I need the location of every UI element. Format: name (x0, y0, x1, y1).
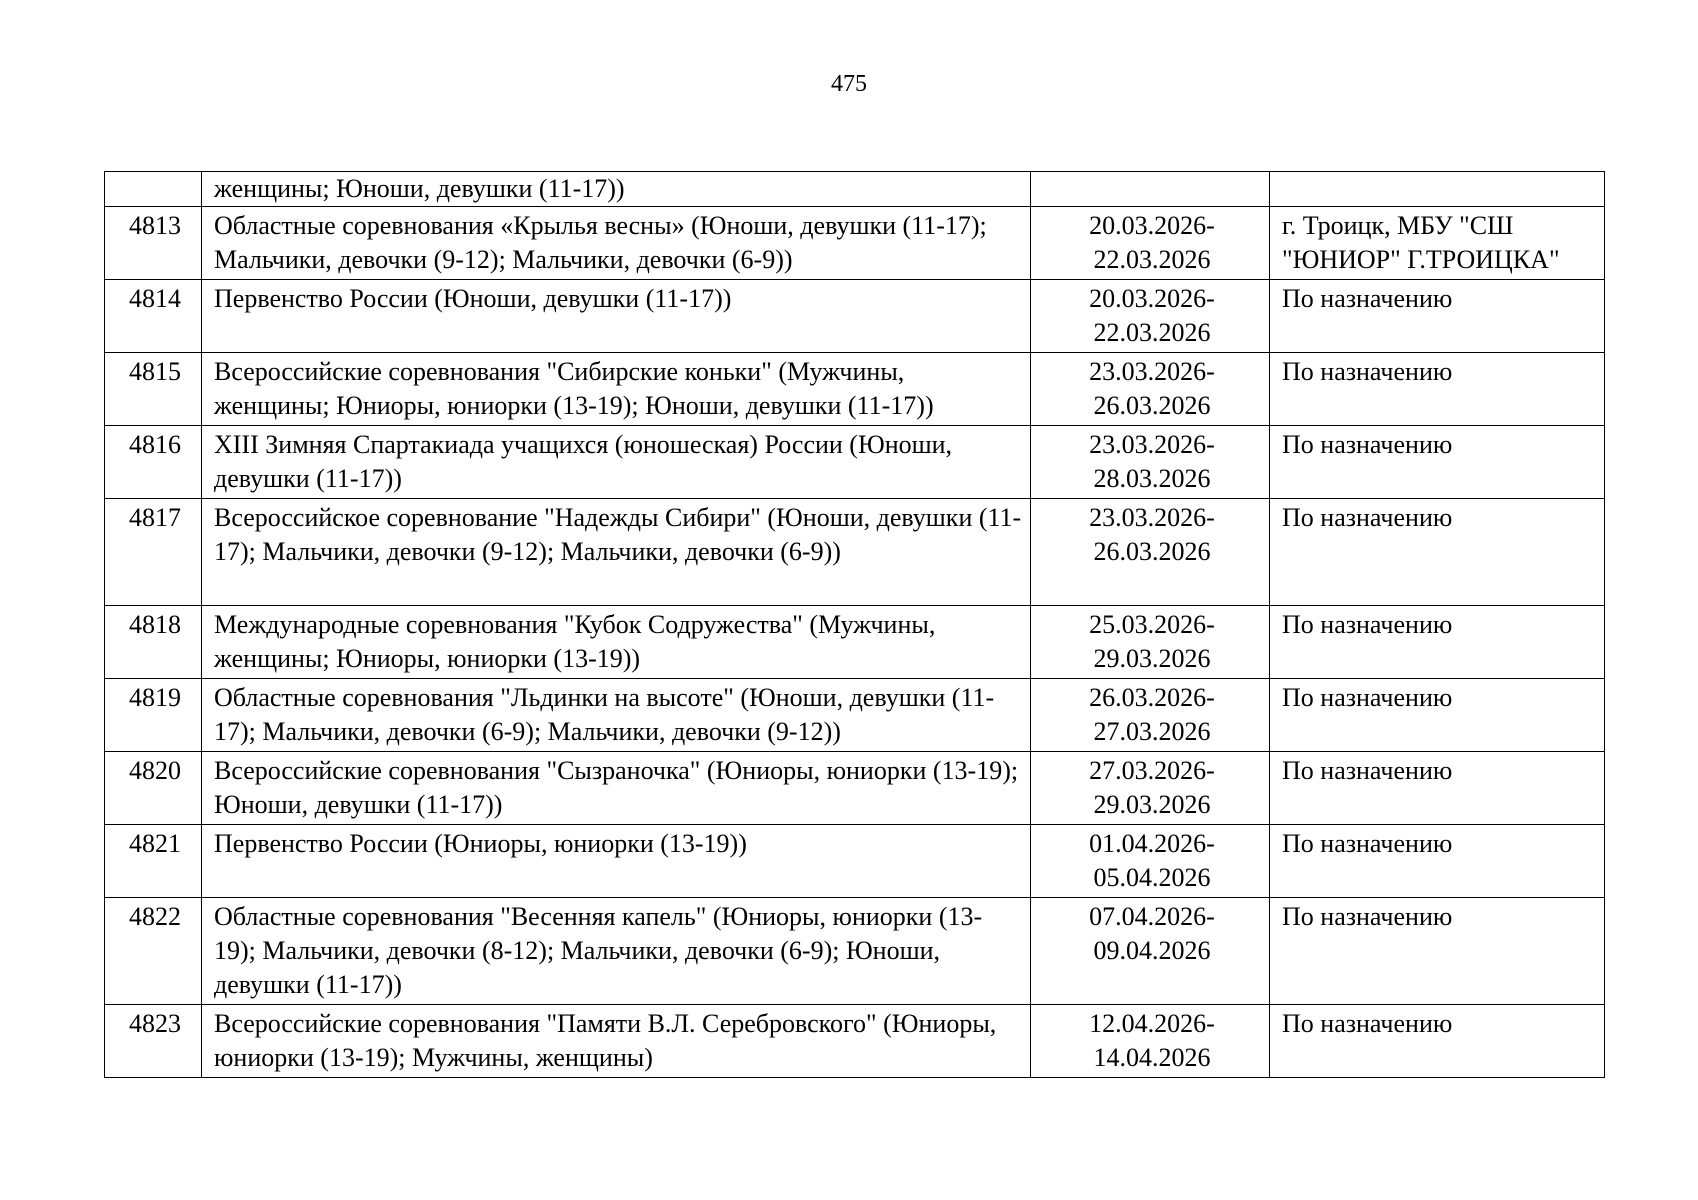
event-dates-cell (1031, 207, 1270, 280)
event-name-cell: Областные соревнования «Крылья весны» (Юноши, девушки (11-17); Мальчики, девочки (9-12); Мальчики, девочки (6-9)) (202, 207, 1031, 280)
event-name-cell: Областные соревнования "Льдинки на высоте" (Юноши, девушки (11-17); Мальчики, девочки (6-9); Мальчики, девочки (9-12)) (202, 679, 1031, 752)
date-end: 29.03.2026 (1093, 790, 1211, 819)
table-row (105, 499, 1605, 606)
event-place-cell: По назначению (1270, 1005, 1605, 1078)
table-row (105, 207, 1605, 280)
table-row (105, 1005, 1605, 1078)
event-name-cell: XIII Зимняя Спартакиада учащихся (юношеская) России (Юноши, девушки (11-17)) (202, 426, 1031, 499)
event-place-cell (1270, 172, 1605, 207)
event-dates-cell (1031, 1005, 1270, 1078)
table-row (105, 606, 1605, 679)
event-name-cell: Первенство России (Юноши, девушки (11-17)) (202, 280, 1031, 353)
event-place-cell: По назначению (1270, 280, 1605, 353)
event-name-cell: Международные соревнования "Кубок Содружества" (Мужчины, женщины; Юниоры, юниорки (13-19)) (202, 606, 1031, 679)
table-row-continuation (105, 172, 1605, 207)
date-start: 23.03.2026- (1089, 430, 1215, 459)
event-name-cell: Первенство России (Юниоры, юниорки (13-19)) (202, 825, 1031, 898)
date-start: 27.03.2026- (1089, 756, 1215, 785)
date-end: 28.03.2026 (1093, 464, 1211, 493)
row-number-cell (105, 172, 202, 207)
row-number-cell: 4822 (105, 898, 202, 1005)
row-number-cell: 4816 (105, 426, 202, 499)
row-number-cell: 4823 (105, 1005, 202, 1078)
event-dates-cell (1031, 280, 1270, 353)
date-end: 22.03.2026 (1093, 245, 1211, 274)
event-place-cell: г. Троицк, МБУ "СШ "ЮНИОР" Г.ТРОИЦКА" (1270, 207, 1605, 280)
event-place-cell: По назначению (1270, 606, 1605, 679)
event-name-cell: Областные соревнования "Весенняя капель" (Юниоры, юниорки (13-19); Мальчики, девочки (8-12); Мальчики, девочки (6-9); Юноши, девушки (11-17)) (202, 898, 1031, 1005)
event-name-cell: Всероссийские соревнования "Сызраночка" (Юниоры, юниорки (13-19); Юноши, девушки (11-17)) (202, 752, 1031, 825)
row-number-cell: 4820 (105, 752, 202, 825)
row-number-cell: 4818 (105, 606, 202, 679)
row-number-cell: 4814 (105, 280, 202, 353)
event-name-cell: Всероссийские соревнования "Памяти В.Л. Серебровского" (Юниоры, юниорки (13-19); Мужчины, женщины) (202, 1005, 1031, 1078)
table-row (105, 353, 1605, 426)
event-dates-cell (1031, 898, 1270, 1005)
row-number-cell: 4813 (105, 207, 202, 280)
date-end: 22.03.2026 (1093, 318, 1211, 347)
event-place-cell: По назначению (1270, 752, 1605, 825)
date-start: 25.03.2026- (1089, 610, 1215, 639)
competition-schedule-table (104, 171, 1605, 1078)
date-start: 20.03.2026- (1089, 284, 1215, 313)
event-dates-cell (1031, 499, 1270, 606)
date-start: 01.04.2026- (1089, 829, 1215, 858)
date-end: 29.03.2026 (1093, 644, 1211, 673)
event-name-cell: Всероссийское соревнование "Надежды Сибири" (Юноши, девушки (11-17); Мальчики, девочки (9-12); Мальчики, девочки (6-9)) (202, 499, 1031, 606)
event-place-cell: По назначению (1270, 499, 1605, 606)
date-start: 07.04.2026- (1089, 902, 1215, 931)
row-number-cell: 4821 (105, 825, 202, 898)
event-name-cell: женщины; Юноши, девушки (11-17)) (202, 172, 1031, 207)
event-dates-cell (1031, 825, 1270, 898)
row-number-cell: 4819 (105, 679, 202, 752)
date-end: 05.04.2026 (1093, 863, 1211, 892)
event-place-cell: По назначению (1270, 353, 1605, 426)
event-place-cell: По назначению (1270, 898, 1605, 1005)
event-dates-cell (1031, 353, 1270, 426)
table-row (105, 280, 1605, 353)
date-end: 09.04.2026 (1093, 936, 1211, 965)
page-number: 475 (831, 71, 867, 97)
table-row (105, 898, 1605, 1005)
event-place-cell: По назначению (1270, 825, 1605, 898)
row-number-cell: 4817 (105, 499, 202, 606)
date-end: 27.03.2026 (1093, 717, 1211, 746)
event-dates-cell (1031, 172, 1270, 207)
event-dates-cell (1031, 752, 1270, 825)
table-body (105, 172, 1605, 1078)
date-start: 12.04.2026- (1089, 1009, 1215, 1038)
event-dates-cell (1031, 606, 1270, 679)
event-place-cell: По назначению (1270, 426, 1605, 499)
event-place-cell: По назначению (1270, 679, 1605, 752)
table-row (105, 752, 1605, 825)
date-start: 23.03.2026- (1089, 357, 1215, 386)
date-end: 14.04.2026 (1093, 1043, 1211, 1072)
row-number-cell: 4815 (105, 353, 202, 426)
date-start: 23.03.2026- (1089, 503, 1215, 532)
date-start: 20.03.2026- (1089, 211, 1215, 240)
event-dates-cell (1031, 679, 1270, 752)
date-start: 26.03.2026- (1089, 683, 1215, 712)
date-end: 26.03.2026 (1093, 391, 1211, 420)
event-dates-cell (1031, 426, 1270, 499)
date-end: 26.03.2026 (1093, 537, 1211, 566)
table-row (105, 426, 1605, 499)
event-name-cell: Всероссийские соревнования "Сибирские коньки" (Мужчины, женщины; Юниоры, юниорки (13-19); Юноши, девушки (11-17)) (202, 353, 1031, 426)
table-row (105, 825, 1605, 898)
table-row (105, 679, 1605, 752)
